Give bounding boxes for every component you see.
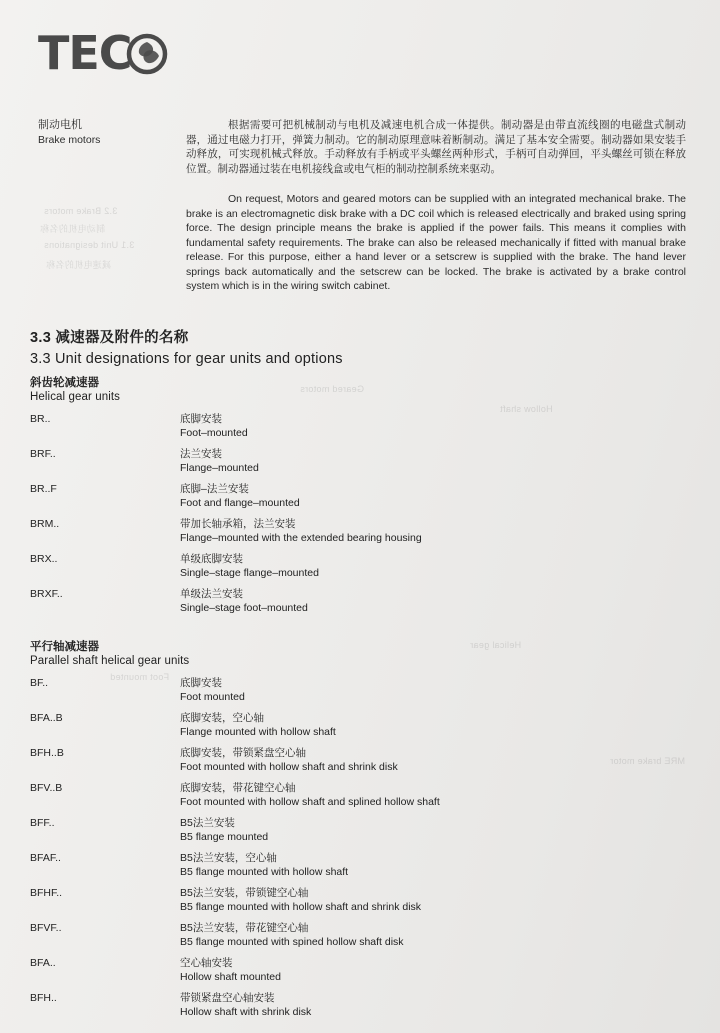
table-row [30, 957, 670, 992]
designation-desc-en: Single–stage foot–mounted [180, 601, 308, 614]
brake-paragraph-cn: 根据需要可把机械制动与电机及减速电机合成一体提供。制动器是由带直流线圈的电磁盘式制动器，通过电磁力打开，弹簧力制动。它的制动原理意味着断制动。满足了基本安全需要。制动器如果安装手动释放，可实现机械式释放。手动释放有手柄或平头螺丝两种形式，手柄可自动弹回，平头螺丝可锁在释放位置。制动器通过装在电机接线盒或电气柜的制动控制系统来驱动。 [186, 119, 686, 175]
designation-desc [180, 518, 670, 553]
designation-desc-en: Foot mounted [180, 690, 245, 703]
designation-desc-en: Foot and flange–mounted [180, 496, 300, 509]
table-row [30, 922, 670, 957]
section-heading [30, 326, 690, 367]
designation-desc-en: B5 flange mounted with spined hollow shaft disk [180, 935, 404, 948]
designation-code: BR.. [30, 413, 51, 425]
bleed-text: 3.1 Unit designations [44, 240, 135, 250]
designation-desc [180, 747, 670, 782]
designation-desc [180, 483, 670, 518]
designation-desc [180, 448, 670, 483]
table-row [30, 747, 670, 782]
logo-wordmark: TEC [38, 26, 132, 80]
table-row [30, 677, 670, 712]
designation-desc-cn: 底脚安装，带花键空心轴 [180, 782, 296, 794]
table-row [30, 448, 670, 483]
designation-desc-en: B5 flange mounted with hollow shaft [180, 865, 349, 878]
brake-motors-body [186, 118, 686, 294]
designation-desc-en: B5 flange mounted [180, 830, 269, 843]
designation-desc [180, 922, 670, 957]
table-row [30, 483, 670, 518]
section-heading-cn: 3.3 减速器及附件的名称 [30, 330, 189, 346]
table-row [30, 887, 670, 922]
designation-code: BF.. [30, 677, 49, 689]
designation-desc-cn: 带加长轴承箱，法兰安装 [180, 518, 296, 530]
brake-paragraph-en: On request, Motors and geared motors can be supplied with an integrated mechanical brake. The brake is an electromagnetic disk brake with a DC coil which is released electrically and braked using spring force. The design principle means the brake is applied if the power fails. This means it complies with fundamental safety requirements. The brake can also be released mechanically if fitted with manual brake release. For this purpose, either a hand lever or a setscrew is supplied with the brake. The hand lever springs back automatically and the setscrew can be locked. The brake is activated by a brake control system which is in the wiring switch cabinet. [186, 193, 686, 292]
designation-desc [180, 817, 670, 852]
designation-code: BRXF.. [30, 588, 63, 600]
designation-desc-cn: 单级底脚安装 [180, 553, 243, 565]
designation-code: BR..F [30, 483, 57, 495]
designation-code: BFVF.. [30, 922, 62, 934]
designation-desc-cn: 单级法兰安装 [180, 588, 243, 600]
table-row [30, 518, 670, 553]
designation-desc-cn: 底脚安装，带锁紧盘空心轴 [180, 747, 306, 759]
designation-desc-en: Hollow shaft mounted [180, 970, 281, 983]
designation-desc-cn: 底脚–法兰安装 [180, 483, 249, 495]
designation-code: BFA..B [30, 712, 63, 724]
designation-code: BFV..B [30, 782, 63, 794]
fan-swirl-icon [126, 33, 168, 75]
designation-desc-cn: 空心轴安装 [180, 957, 233, 969]
designation-table [30, 677, 670, 1027]
bleed-text: Geared motors [300, 384, 364, 394]
designation-desc-cn: 底脚安装 [180, 677, 222, 689]
teco-logo [38, 26, 168, 80]
group-title [30, 638, 700, 667]
table-row [30, 712, 670, 747]
designation-desc [180, 887, 670, 922]
bleed-text: Hollow shaft [500, 404, 553, 414]
designation-desc-en: Single–stage flange–mounted [180, 566, 319, 579]
bleed-text: Foot mounted [110, 672, 170, 682]
designation-code: BFA.. [30, 957, 56, 969]
bleed-text: 减速电机的名称 [46, 260, 112, 270]
designation-desc-cn: 底脚安装 [180, 413, 222, 425]
designation-desc [180, 852, 670, 887]
designation-code: BFH..B [30, 747, 64, 759]
designation-desc [180, 782, 670, 817]
section-heading-en: 3.3 Unit designations for gear units and options [30, 351, 343, 367]
designation-desc [180, 957, 670, 992]
designation-desc [180, 992, 670, 1027]
table-row [30, 817, 670, 852]
designation-desc [180, 588, 670, 623]
designation-desc [180, 413, 670, 448]
designation-code: BFH.. [30, 992, 57, 1004]
designation-code: BRX.. [30, 553, 58, 565]
table-row [30, 413, 670, 448]
bleed-text: MRE brake motor [610, 756, 686, 766]
brake-motors-label-cn: 制动电机 [38, 119, 82, 131]
designation-desc [180, 677, 670, 712]
designation-desc-en: Hollow shaft with shrink disk [180, 1005, 312, 1018]
group-title-en: Parallel shaft helical gear units [30, 655, 190, 667]
group-title-en: Helical gear units [30, 391, 121, 403]
designation-desc-cn: B5法兰安装，带花键空心轴 [180, 922, 309, 934]
designation-desc-cn: 法兰安装 [180, 448, 222, 460]
group-title-cn: 平行轴减速器 [30, 641, 99, 653]
designation-desc-en: Foot mounted with hollow shaft and splined hollow shaft [180, 795, 440, 808]
designation-table [30, 413, 670, 623]
group-title [30, 374, 700, 403]
designation-desc-en: Flange mounted with hollow shaft [180, 725, 336, 738]
group-title-cn: 斜齿轮减速器 [30, 377, 99, 389]
designation-code: BRM.. [30, 518, 60, 530]
bleed-text: 3.2 Brake motors [44, 206, 118, 216]
table-row [30, 553, 670, 588]
designation-desc-cn: 底脚安装，空心轴 [180, 712, 264, 724]
brake-motors-section [38, 118, 686, 294]
group-parallel-shaft-gear-units [30, 638, 700, 1027]
designation-desc-cn: B5法兰安装，空心轴 [180, 852, 277, 864]
designation-desc-en: B5 flange mounted with hollow shaft and shrink disk [180, 900, 422, 913]
brake-motors-label [38, 118, 178, 148]
designation-code: BFAF.. [30, 852, 61, 864]
designation-desc-en: Foot–mounted [180, 426, 248, 439]
designation-desc [180, 553, 670, 588]
bleed-text: 制动电机的名称 [40, 224, 106, 234]
table-row [30, 588, 670, 623]
designation-code: BRF.. [30, 448, 56, 460]
brake-motors-label-en: Brake motors [38, 134, 101, 146]
group-helical-gear-units [30, 374, 700, 623]
designation-desc-cn: 带锁紧盘空心轴安装 [180, 992, 275, 1004]
table-row [30, 852, 670, 887]
designation-desc-cn: B5法兰安装 [180, 817, 235, 829]
designation-desc-en: Flange–mounted [180, 461, 259, 474]
table-row [30, 782, 670, 817]
designation-code: BFF.. [30, 817, 55, 829]
table-row [30, 992, 670, 1027]
designation-code: BFHF.. [30, 887, 63, 899]
bleed-text: Helical gear [470, 640, 522, 650]
designation-desc-en: Flange–mounted with the extended bearing housing [180, 531, 422, 544]
designation-desc-en: Foot mounted with hollow shaft and shrink disk [180, 760, 398, 773]
designation-desc-cn: B5法兰安装，带锁键空心轴 [180, 887, 309, 899]
designation-desc [180, 712, 670, 747]
